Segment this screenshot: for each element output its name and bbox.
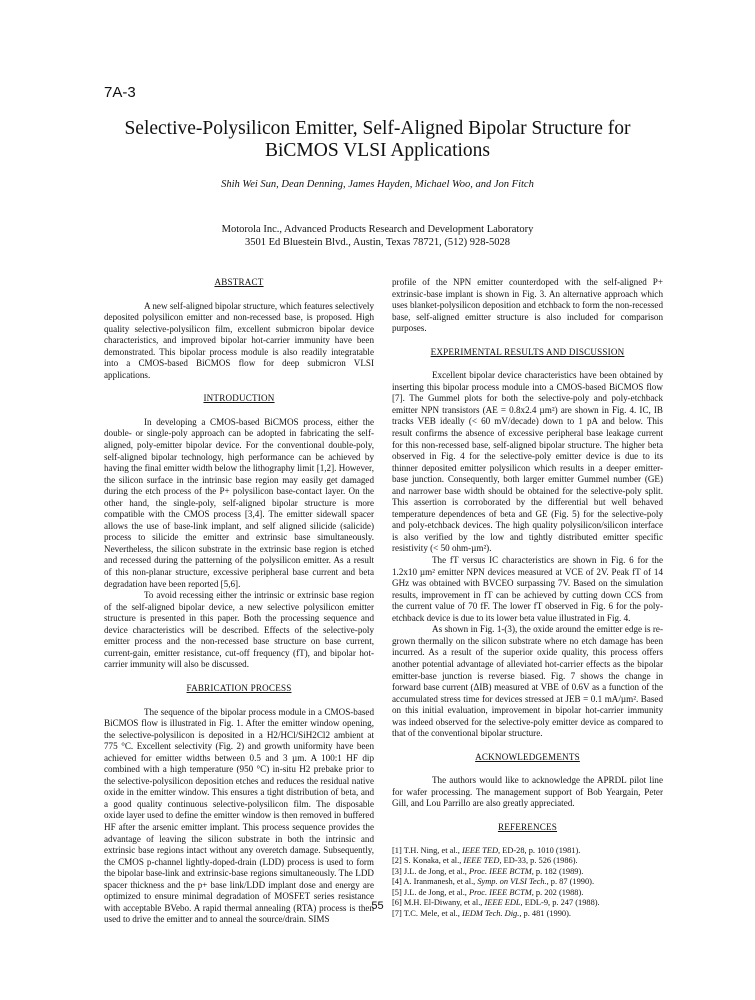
affiliation-line-2: 3501 Ed Bluestein Blvd., Austin, Texas 78721, (512) 928-5028: [244, 237, 511, 248]
results-heading: EXPERIMENTAL RESULTS AND DISCUSSION: [430, 346, 625, 357]
results-paragraph-2: The fT versus IC characteristics are shown in Fig. 6 for the 1.2x10 µm² emitter NPN devices measured at VCE of 2V. Peak fT of 14 GHz was obtained with BVCEO surpassing 7V. Based on the simulation results, improvement in fT can be achieved by cutting down CCS from the current value of 70 fF. The lower fT observed in Fig. 6 for the poly-etchback device is due to its lower beta value illustrated in Fig. 4.: [392, 555, 663, 623]
reference-item: [7] T.C. Mele, et al., IEDM Tech. Dig., p. 481 (1990).: [392, 909, 571, 919]
page-number: 55: [371, 900, 384, 912]
reference-item: [2] S. Konaka, et al., IEEE TED, ED-33, p. 526 (1986).: [392, 856, 578, 866]
reference-item: [3] J.L. de Jong, et al., Proc. IEEE BCTM, p. 182 (1989).: [392, 866, 584, 876]
authors: Shih Wei Sun, Dean Denning, James Hayden, Michael Woo, and Jon Fitch: [221, 179, 534, 190]
right-column: [392, 277, 663, 920]
results-paragraph-1: Excellent bipolar device characteristics have been obtained by inserting this bipolar process module into a CMOS-based BiCMOS flow [7]. The Gummel plots for both the selective-poly and poly-etchback emitter NPN transistors (AE = 0.8x2.4 µm²) are shown in Fig. 4. IC, IB tracks VEB ideally (< 60 mV/decade) down to 1 pA and below. This result confirms the absence of excessive peripheral base leakage current for this non-recessed base, self-aligned bipolar structure. The higher beta observed in Fig. 4 for the selective-poly emitter device is due to its thinner deposited emitter polysilicon which results in a deeper emitter-base junction. Consequently, both larger emitter Gummel number (GE) and narrower base width should be obtained for the selective-poly split. This assertion is corroborated by the differential but well behaved temperature dependences of beta and GE (Fig. 5) for the selective-poly and poly-etchback devices. The high quality polysilicon/silicon interface is also verified by the low and tightly distributed emitter specific resistivity (< 50 ohm-µm²).: [392, 370, 663, 554]
introduction-paragraph-1: In developing a CMOS-based BiCMOS process, either the double- or single-poly approach can be adopted in fabricating the self-aligned, poly-emitter bipolar device. For the conventional double-poly, self-aligned bipolar technology, high performance can be achieved by having the final emitter width below the lithography limit [1,2]. However, the silicon surface in the intrinsic base region may easily get damaged during the etch process of the P+ polysilicon base-contact layer. On the other hand, the single-poly, self-aligned bipolar structure is more compatible with the CMOS process [3,4]. The emitter sidewall spacer allows the use of base-link implant, and self aligned silicide (salicide) process to silicide the emitter and extrinsic base simultaneously. Nevertheless, the silicon substrate in the extrinsic base region is etched and recessed during the patterning of the polysilicon emitter. As a result of this non-planar structure, excessive peripheral base current and beta degradation have been reported [5,6].: [104, 416, 374, 589]
affiliation-line-1: Motorola Inc., Advanced Products Research and Development Laboratory: [221, 224, 534, 235]
fabrication-heading: FABRICATION PROCESS: [186, 682, 292, 693]
acknowledgements-heading: ACKNOWLEDGEMENTS: [475, 751, 580, 762]
reference-item: [1] T.H. Ning, et al., IEEE TED, ED-28, p. 1010 (1981).: [392, 845, 581, 855]
abstract-text: A new self-aligned bipolar structure, which features selectively deposited polysilicon emitter and non-recessed base, is proposed. High quality selective-polysilicon film, excellent submicron bipolar device characteristics, and improved bipolar hot-carrier immunity have been demonstrated. This bipolar process module is also readily integratable into a CMOS-based BiCMOS flow for deep submicron VLSI applications.: [104, 300, 374, 380]
acknowledgements-text: The authors would like to acknowledge the APRDL pilot line for wafer processing. The management support of Bob Yeargain, Peter Gill, and Lou Parrillo are also greatly appreciated.: [392, 775, 663, 809]
fabrication-paragraph-1: The sequence of the bipolar process module in a CMOS-based BiCMOS flow is illustrated in Fig. 1. After the emitter window opening, the selective-polysilicon is deposited in a H2/HCl/SiH2Cl2 ambient at 775 °C. Excellent selectivity (Fig. 2) and growth uniformity have been achieved for emitter widths between 0.5 and 3 µm. A 100:1 HF dip combined with a high temperature (950 °C) in-situ H2 prebake prior to the selective-polysilicon deposition etches and reduces the residual native oxide in the emitter window. This ensures a tight distribution of beta, and a good quality continuous selective-polysilicon film. The disposable oxide layer used to define the emitter window is then removed in buffered HF after the arsenic emitter implant. This process sequence provides the advantage of leaving the silicon substrate in both the intrinsic and extrinsic base regions intact without any overetch damage. Subsequently, the CMOS p-channel lightly-doped-drain (LDD) process is used to form the bipolar base-link and extrinsic-base regions simultaneously. The LDD spacer thickness and the p+ base link/LDD implant dose and energy are optimized to ensure minimal degradation of MOSFET series resistance with acceptable BVebo. A rapid thermal annealing (RTA) process is then used to drive the emitter and to anneal the source/drain. SIMS: [104, 706, 374, 925]
fabrication-continued: profile of the NPN emitter counterdoped with the self-aligned P+ extrinsic-base implant is shown in Fig. 3. An alternative approach which uses blanket-polysilicon deposition and etchback to form the non-recessed base, self-aligned emitter structure is also included for comparison purposes.: [392, 277, 663, 334]
affiliation: [60, 223, 695, 249]
session-id: 7A-3: [104, 84, 136, 101]
references-heading: REFERENCES: [497, 821, 558, 832]
reference-item: [4] A. Iranmanesh, et al., Symp. on VLSI Tech., p. 87 (1990).: [392, 877, 595, 887]
abstract-heading: ABSTRACT: [214, 277, 264, 287]
introduction-heading: INTRODUCTION: [203, 393, 275, 404]
reference-item: [6] M.H. El-Diwany, et al., IEEE EDL, EDL-9, p. 247 (1988).: [392, 898, 600, 908]
left-column: [104, 277, 374, 926]
title-line-1: Selective-Polysilicon Emitter, Self-Aligned Bipolar Structure for: [124, 118, 631, 139]
results-paragraph-3: As shown in Fig. 1-(3), the oxide around the emitter edge is re-grown thermally on the silicon substrate where no etch damage has been incurred. As a result of the superior oxide quality, this process offers another potential advantage of alleviated hot-carrier effects as the bipolar emitter-base junction is reverse biased. Fig. 7 shows the change in forward base current (ΔIB) measured at VBE of 0.6V as a function of the accumulated stress time for devices stressed at JEB = 0.1 mA/µm². Based on this initial evaluation, improvement in bipolar hot-carrier immunity was indeed observed for the selective-poly emitter device as compared to that of the conventional bipolar structure.: [392, 624, 663, 739]
introduction-paragraph-2: To avoid recessing either the intrinsic or extrinsic base region of the self-aligned bipolar device, a new selective polysilicon emitter structure is presented in this paper. Both the processing sequence and device characteristics will be described. Effects of the selective-poly emitter process and the non-recessed base structure on base current, current-gain, emitter resistance, cut-off frequency (fT), and bipolar hot-carrier immunity will also be discussed.: [104, 590, 374, 670]
paper-title: [60, 118, 695, 162]
reference-item: [5] J.L. de Jong, et al., Proc. IEEE BCTM, p. 202 (1988).: [392, 887, 584, 897]
title-line-2: BiCMOS VLSI Applications: [264, 140, 490, 161]
